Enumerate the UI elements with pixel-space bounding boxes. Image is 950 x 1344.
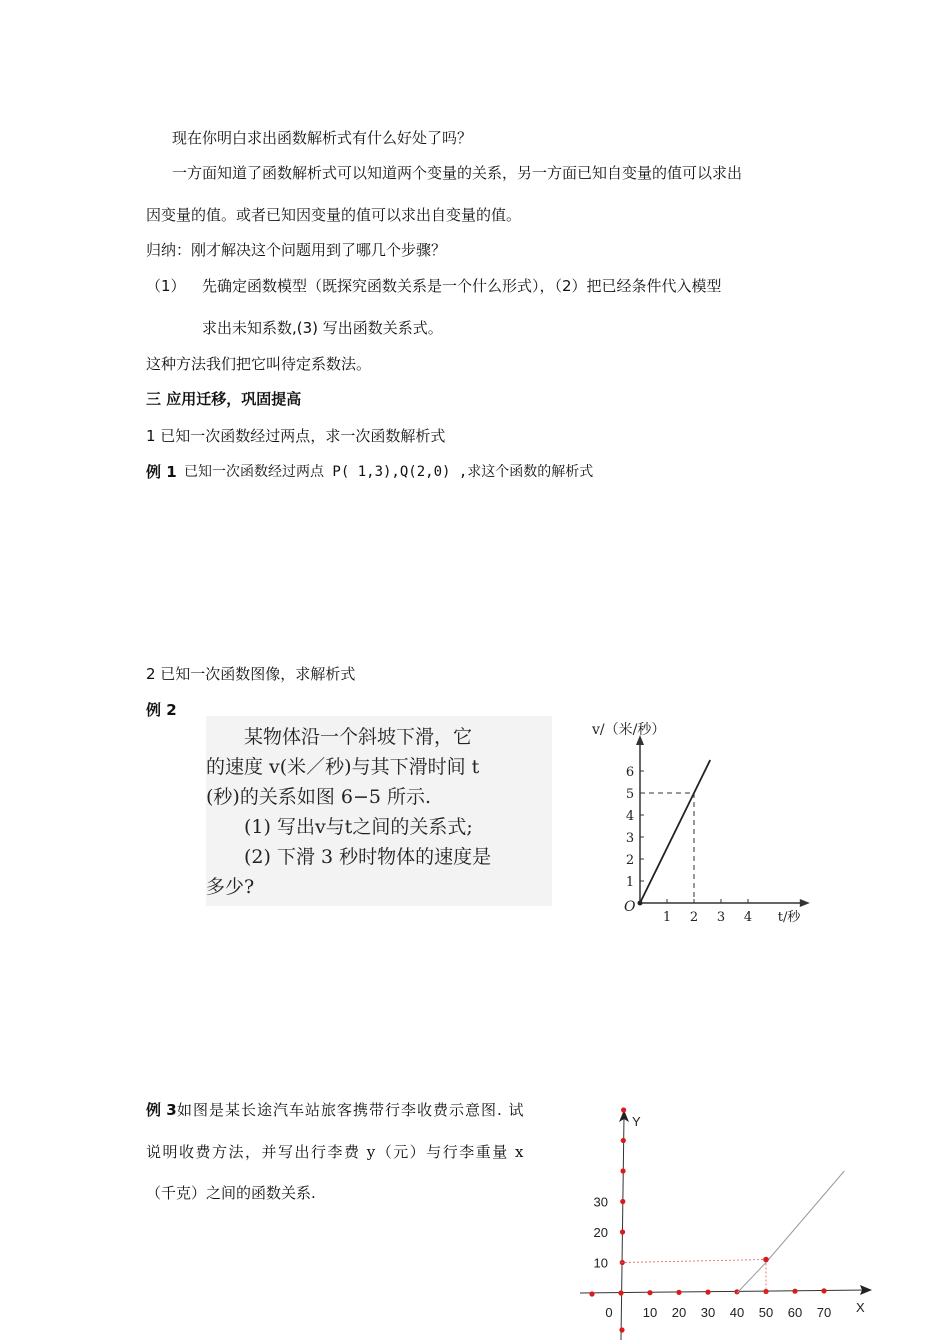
- paragraph-summary-question: 归纳：刚才解决这个问题用到了哪几个步骤？: [146, 241, 447, 259]
- y-axis-label: v/（米/秒）: [592, 722, 666, 738]
- step-number-1: （1）: [146, 277, 186, 295]
- paragraph-explanation-line1: 一方面知道了函数解析式可以知道两个变量的关系，另一方面已知自变量的值可以求出: [172, 164, 743, 182]
- method-name-paragraph: 这种方法我们把它叫待定系数法。: [146, 355, 372, 373]
- y-axis: [621, 1116, 624, 1340]
- y-axis-label: Y: [632, 1114, 641, 1129]
- x-axis-label: t/秒: [777, 910, 801, 925]
- origin-label: O: [624, 899, 636, 915]
- example-3-line1: 如图是某长途汽车站旅客携带行李收费示意图. 试: [177, 1101, 525, 1119]
- x-tick-label: 50: [758, 1305, 774, 1320]
- example-3-line2: 说明收费方法，并写出行李费 y（元）与行李重量 x: [146, 1143, 525, 1161]
- y-axis-dot: [621, 1138, 626, 1143]
- x-tick-label: 60: [787, 1305, 803, 1320]
- x-axis-dot: [589, 1291, 594, 1296]
- problem-line: 多少?: [206, 876, 255, 898]
- y-axis-dot: [619, 1327, 624, 1332]
- y-tick-label: 2: [625, 853, 635, 868]
- key-point: [763, 1257, 769, 1263]
- example-2-label: 例 2: [146, 701, 177, 719]
- example-3-label: 例 3: [146, 1101, 177, 1119]
- problem-line: (秒)的关系如图 6−5 所示.: [206, 786, 432, 808]
- problem-line: 某物体沿一个斜坡下滑，它: [206, 726, 473, 748]
- x-axis-dot: [647, 1290, 652, 1295]
- problem-line: 的速度 v(米／秒)与其下滑时间 t: [206, 756, 480, 778]
- steps-line1: 先确定函数模型（既探究函数关系是一个什么形式），（2）把已经条件代入模型: [202, 277, 722, 295]
- section-heading: 三 应用迁移，巩固提高: [146, 390, 302, 408]
- y-tick-label: 4: [625, 809, 635, 824]
- y-axis-dot: [620, 1199, 625, 1204]
- x-axis-dot: [618, 1290, 623, 1295]
- y-tick-label: 30: [593, 1194, 608, 1210]
- x-tick-label: 30: [700, 1305, 716, 1320]
- problem-line: (1) 写出v与t之间的关系式;: [206, 816, 473, 838]
- x-tick-label: 1: [662, 910, 672, 925]
- subsection-2-title: 2 已知一次函数图像，求解析式: [146, 665, 356, 683]
- luggage-fee-graph: [580, 1104, 880, 1342]
- x-axis-label: X: [856, 1300, 865, 1315]
- fee-line: [737, 1171, 844, 1293]
- x-tick-label: 0: [605, 1305, 613, 1320]
- origin-point: [638, 901, 643, 906]
- velocity-line: [640, 760, 710, 903]
- x-axis-dot: [676, 1290, 681, 1295]
- y-tick-label: 5: [625, 787, 635, 802]
- x-tick-label: 20: [671, 1305, 687, 1320]
- y-tick-label: 20: [593, 1225, 608, 1240]
- example-1-label: 例 1: [146, 463, 177, 481]
- example-1-text: 已知一次函数经过两点 P( 1,3),Q(2,0) ,求这个函数的解析式: [184, 464, 594, 480]
- x-axis-dot: [705, 1290, 710, 1295]
- paragraph-explanation-line2: 因变量的值。或者已知因变量的值可以求出自变量的值。: [146, 206, 522, 224]
- x-tick-label: 4: [743, 910, 753, 925]
- y-tick-label: 6: [625, 765, 635, 780]
- x-tick-label: 10: [642, 1305, 658, 1320]
- y-tick-label: 10: [593, 1255, 608, 1271]
- x-axis-arrow: [800, 899, 810, 907]
- y-axis-dot: [620, 1168, 625, 1173]
- velocity-time-graph: [588, 716, 818, 931]
- x-axis-dot: [821, 1288, 826, 1293]
- subsection-1-title: 1 已知一次函数经过两点，求一次函数解析式: [146, 427, 446, 445]
- guide-line-horizontal: [621, 1260, 766, 1263]
- y-tick-label: 3: [625, 831, 635, 846]
- x-tick-label: 2: [689, 910, 699, 925]
- y-tick-label: 1: [625, 875, 635, 890]
- y-axis-dot: [621, 1107, 626, 1112]
- example-3-line3: （千克）之间的函数关系.: [146, 1184, 316, 1202]
- x-tick-label: 40: [729, 1305, 745, 1320]
- x-axis-dot: [792, 1289, 797, 1294]
- y-axis-dot: [620, 1229, 625, 1234]
- paragraph-question: 现在你明白求出函数解析式有什么好处了吗？: [172, 129, 473, 147]
- example-2-problem-image: [206, 716, 552, 906]
- x-tick-label: 3: [716, 910, 726, 925]
- problem-line: (2) 下滑 3 秒时物体的速度是: [206, 846, 492, 868]
- steps-line2: 求出未知系数,(3) 写出函数关系式。: [202, 319, 443, 337]
- x-tick-label: 70: [816, 1305, 832, 1320]
